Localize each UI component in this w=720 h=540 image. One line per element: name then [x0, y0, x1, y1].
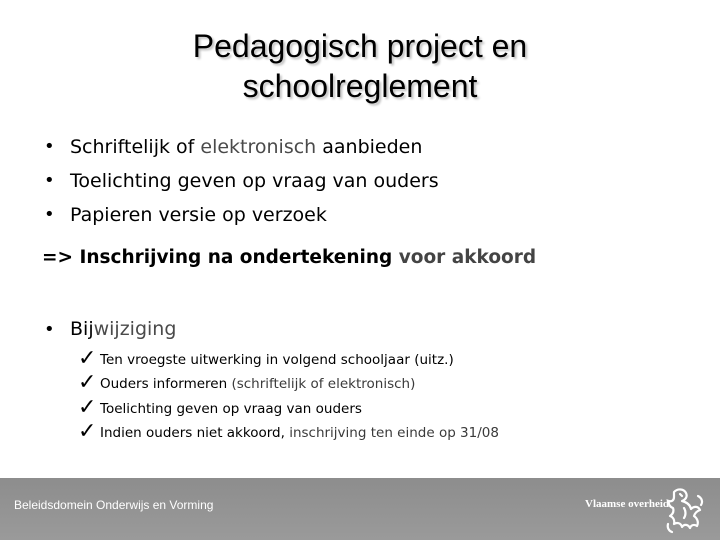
check-item — [78, 393, 499, 418]
bullet-item — [44, 164, 439, 198]
change-bullet — [44, 318, 176, 340]
check-text: Indien ouders niet akkoord, inschrijving ten einde op 31/08 — [100, 425, 499, 441]
conclusion-emphasis: voor akkoord — [398, 247, 537, 268]
check-list — [78, 344, 499, 442]
bullet-dot-icon: • — [44, 204, 55, 225]
bullet-dot-icon: • — [44, 170, 55, 191]
bullet-dot-icon: • — [44, 318, 55, 340]
bullet-item — [44, 130, 439, 164]
bullet-dot-icon: • — [44, 136, 55, 157]
footer-department-label: Beleidsdomein Onderwijs en Vorming — [14, 498, 214, 512]
bullet-item — [44, 198, 439, 232]
bullet-text: Toelichting geven op vraag van ouders — [70, 170, 439, 192]
check-item — [78, 418, 499, 443]
bullet-text: Schriftelijk of elektronisch aanbieden — [70, 136, 423, 158]
footer-bar — [0, 478, 720, 540]
checkmark-icon: ✓ — [78, 394, 97, 420]
change-bullet-emphasis: wijziging — [93, 318, 177, 340]
checkmark-icon: ✓ — [78, 370, 97, 395]
check-item — [78, 369, 499, 394]
check-text: Toelichting geven op vraag van ouders — [100, 400, 362, 417]
change-bullet-text: Bij — [70, 318, 94, 340]
conclusion-line — [42, 247, 536, 268]
slide-title-line-1: Pedagogisch project en — [192, 28, 528, 64]
bullet-text: Papieren versie op verzoek — [70, 204, 327, 226]
check-text: Ouders informeren (schriftelijk of elektronisch) — [100, 376, 416, 392]
flemish-lion-icon — [660, 484, 708, 536]
slide-title — [0, 26, 720, 106]
bullet-list — [44, 130, 439, 232]
slide-title-line-2: schoolreglement — [242, 68, 478, 104]
footer-government-label: Vlaamse overheid — [585, 498, 670, 510]
checkmark-icon: ✓ — [78, 419, 97, 444]
checkmark-icon: ✓ — [78, 345, 97, 371]
conclusion-text: => Inschrijving na ondertekening — [42, 247, 399, 268]
check-item — [78, 344, 499, 369]
check-text: Ten vroegste uitwerking in volgend schooljaar (uitz.) — [100, 351, 454, 368]
